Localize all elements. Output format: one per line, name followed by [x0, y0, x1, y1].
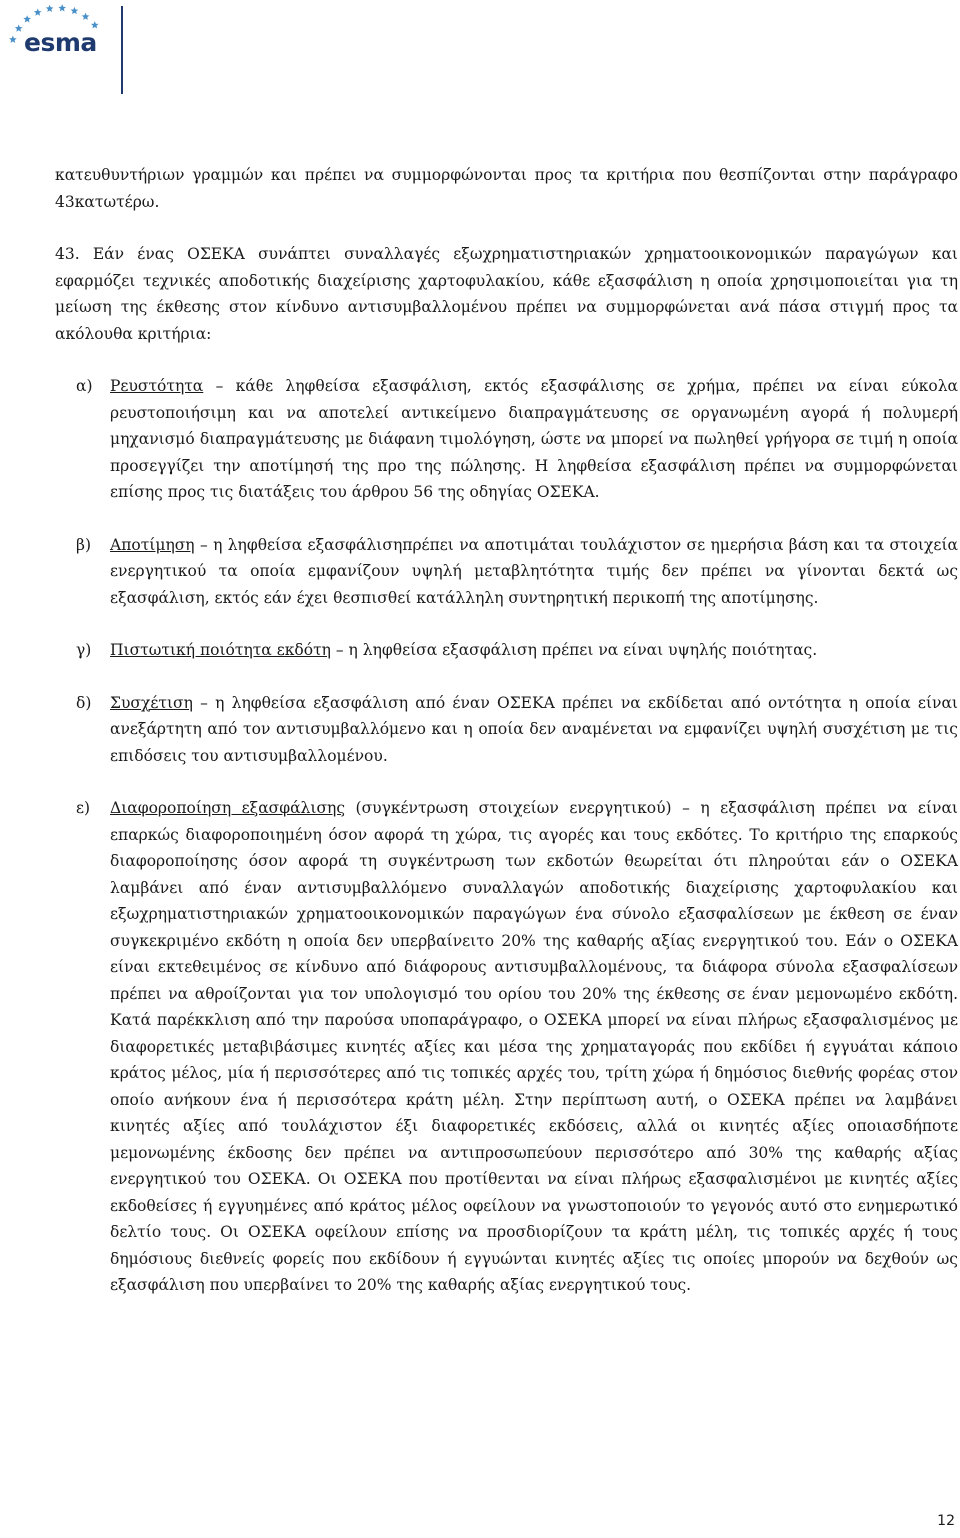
logo-star-icon [46, 5, 54, 12]
logo-star-icon [58, 4, 66, 11]
criterion-text: – η ληφθείσα εξασφάλιση από έναν ΟΣΕΚΑ πρέπει να εκδίδεται από οντότητα η οποία είναι ανεξάρτητη από τον αντισυμβαλλόμενο και η οποία δεν αναμένεται να εμφανίζει υψηλή συσχέτιση με τις επιδόσεις του αντισυμβαλλομένου. [110, 693, 958, 765]
criterion-liquidity [55, 373, 958, 506]
logo-star-icon [9, 36, 17, 43]
criterion-credit-quality [55, 637, 958, 664]
logo-divider [121, 6, 123, 94]
logo-star-icon [34, 9, 42, 16]
intro-paragraph: κατευθυντήριων γραμμών και πρέπει να συμμορφώνονται προς τα κριτήρια που θεσπίζονται στην παράγραφο 43κατωτέρω. [55, 166, 958, 211]
logo-star-icon [82, 13, 90, 20]
criterion-text: – η ληφθείσα εξασφάλιση πρέπει να είναι υψηλής ποιότητας. [330, 641, 818, 659]
criterion-correlation [55, 690, 958, 770]
esma-logo: esma [24, 28, 97, 57]
criterion-diversification [55, 795, 958, 1299]
criterion-title: Διαφοροποίηση εξασφάλισης [110, 799, 346, 817]
page-header [0, 0, 140, 100]
criterion-title: Συσχέτιση [110, 693, 193, 712]
logo-star-icon [71, 7, 79, 14]
list-marker: β) [76, 535, 92, 554]
criterion-title: Πιστωτική ποιότητα εκδότη [110, 641, 331, 659]
criterion-title: Αποτίμηση [110, 535, 195, 554]
list-marker: γ) [76, 641, 92, 659]
criterion-text: – η ληφθείσα εξασφάλισηπρέπει να αποτιμάται τουλάχιστον σε ημερήσια βάση και τα στοιχεία ενεργητικού τα οποία εμφανίζουν υψηλή μεταβλητότητα τιμής δεν πρέπει να γίνονται δεκτά ως εξασφάλιση, εκτός εάν έχει θεσπισθεί κατάλληλη συντηρητική περικοπή της αποτίμησης. [110, 535, 958, 607]
document-body [55, 162, 958, 1325]
list-marker: α) [76, 377, 93, 395]
criterion-valuation [55, 532, 958, 612]
criterion-text: (συγκέντρωση στοιχείων ενεργητικού) – η εξασφάλιση πρέπει να είναι επαρκώς διαφοροποιημένη όσον αφορά τη χώρα, τις αγορές και τους εκδότες. Το κριτήριο της επαρκούς διαφοροποίησης όσον αφορά τη συγκέντρωση των εκδοτών θεωρείται ότι πληρούται εάν ο ΟΣΕΚΑ λαμβάνει από έναν αντισυμβαλλόμενο συναλλαγών αποδοτικής διαχείρισης χαρτοφυλακίου και εξωχρηματιστηριακών χρηματοοικονομικών παραγώγων ένα σύνολο εξασφαλίσεων με έκθεση σε έναν συγκεκριμένο εκδότη η οποία δεν υπερβαίνειτο 20% της καθαρής αξίας ενεργητικού του. Εάν ο ΟΣΕΚΑ είναι εκτεθειμένος σε κίνδυνο από διάφορους αντισυμβαλλομένους, τα διάφορα σύνολα εξασφαλίσεων πρέπει να αθροίζονται για τον υπολογισμό του ορίου του 20% της έκθεσης σε έναν μεμονωμένο εκδότη. Κατά παρέκκλιση από την παρούσα υποπαράγραφο, ο ΟΣΕΚΑ μπορεί να είναι πλήρως εξασφαλισμένος με διαφορετικές μεταβιβάσιμες κινητές αξίες και μέσα της χρηματαγοράς που εκδίδει ή εγγυάται κάποιο κράτος μέλος, μία ή περισσότερες από τις τοπικές αρχές του, τρίτη χώρα ή δημόσιος διεθνής φορέας στον οποίο ανήκουν ένα ή περισσότερα κράτη μέλη. Στην περίπτωση αυτή, ο ΟΣΕΚΑ πρέπει να λαμβάνει κινητές αξίες από τουλάχιστον έξι διαφορετικές εκδόσεις, αλλά οι κινητές αξίες οποιασδήποτε μεμονωμένης έκδοσης δεν πρέπει να αντιπροσωπεύουν περισσότερο από 30% της καθαρής αξίας ενεργητικού του ΟΣΕΚΑ. Οι ΟΣΕΚΑ που προτίθενται να είναι πλήρως εξασφαλισμένοι με κινητές αξίες εκδοθείσες ή εγγυημένες από κράτος μέλος οφείλουν να γνωστοποιούν το γεγονός αυτό στο ενημερωτικό δελτίο τους. Οι ΟΣΕΚΑ οφείλουν επίσης να προσδιορίζουν τα κράτη μέλη, τις τοπικές αρχές ή τους δημόσιους διεθνείς φορείς που εκδίδουν ή εγγυώνται κινητές αξίες τις οποίες μπορούν να δεχθούν ως εξασφάλιση που υπερβαίνει το 20% της καθαρής αξίας ενεργητικού τους. [110, 799, 958, 1294]
list-marker: δ) [76, 693, 92, 712]
criterion-text: – κάθε ληφθείσα εξασφάλιση, εκτός εξασφάλισης σε χρήμα, πρέπει να είναι εύκολα ρευστοποιήσιμη και να αποτελεί αντικείμενο διαπραγμάτευσης σε οργανωμένη αγορά ή πολυμερή μηχανισμό διαπραγμάτευσης με διάφανη τιμολόγηση, ώστε να μπορεί να πωληθεί γρήγορα σε τιμή η οποία προσεγγίζει την αποτίμησή της προ της πώλησης. Η ληφθείσα εξασφάλιση πρέπει να συμμορφώνεται επίσης προς τις διατάξεις του άρθρου 56 της οδηγίας ΟΣΕΚΑ. [110, 377, 958, 501]
list-marker: ε) [76, 799, 91, 817]
criterion-title: Ρευστότητα [110, 377, 204, 395]
logo-star-icon [23, 15, 31, 22]
paragraph-43: 43. Εάν ένας ΟΣΕΚΑ συνάπτει συναλλαγές εξωχρηματιστηριακών χρηματοοικονομικών παραγώγων και εφαρμόζει τεχνικές αποδοτικής διαχείρισης χαρτοφυλακίου, κάθε εξασφάλιση η οποία χρησιμοποιείται για τη μείωση της έκθεσης στον κίνδυνο αντισυμβαλλομένου πρέπει να συμμορφώνεται ανά πάσα στιγμή προς τα ακόλουθα κριτήρια: [55, 245, 958, 343]
criteria-list [55, 373, 958, 1299]
logo-star-icon [15, 24, 23, 31]
page-number: 12 [937, 1513, 955, 1529]
